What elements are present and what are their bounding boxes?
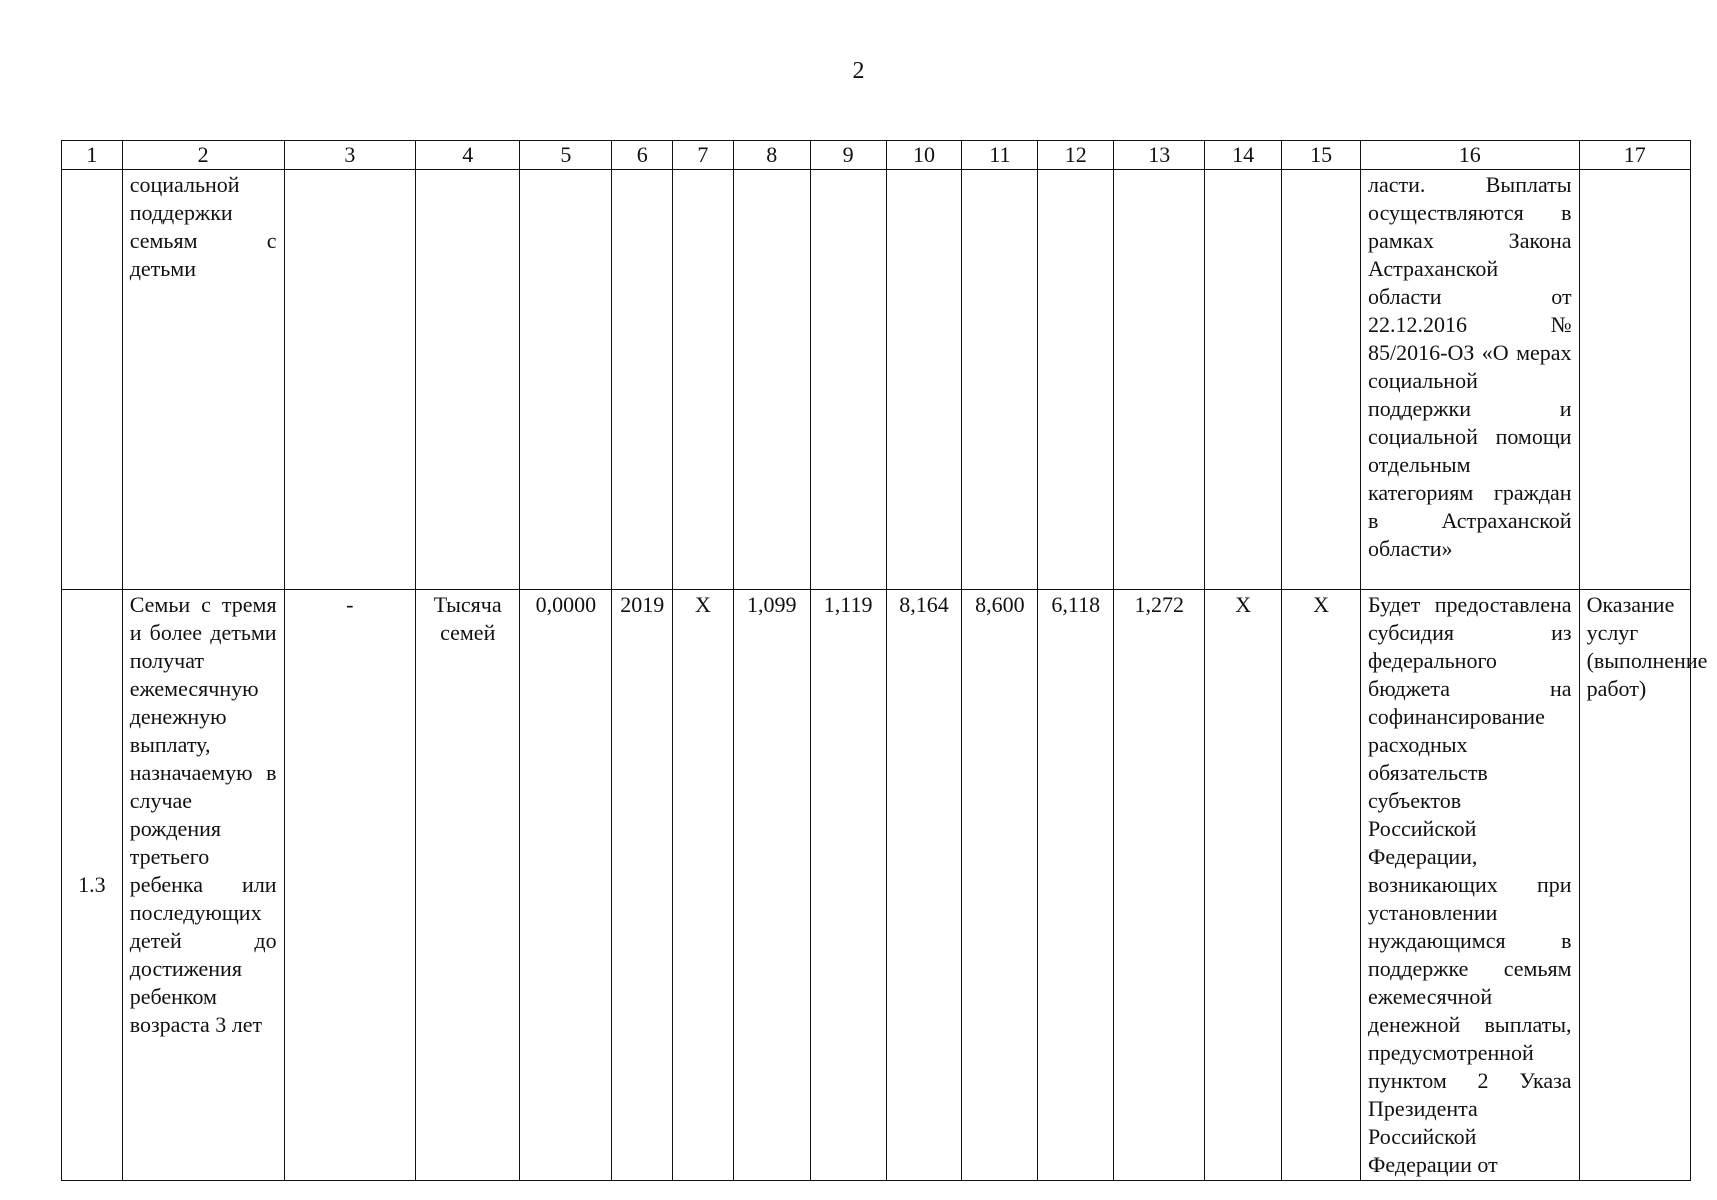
column-header: 15 — [1282, 141, 1361, 170]
value-cell: 1,119 — [810, 590, 886, 1181]
table-cell — [1579, 170, 1690, 590]
column-header: 10 — [886, 141, 962, 170]
column-header: 3 — [284, 141, 416, 170]
column-header: 6 — [612, 141, 673, 170]
column-header: 1 — [62, 141, 123, 170]
value-cell: 8,600 — [962, 590, 1038, 1181]
column-header: 14 — [1205, 141, 1282, 170]
value-cell: 6,118 — [1038, 590, 1114, 1181]
column-header: 5 — [520, 141, 612, 170]
column-header: 12 — [1038, 141, 1114, 170]
table-cell — [1114, 170, 1205, 590]
table-cell — [962, 170, 1038, 590]
value-cell: 8,164 — [886, 590, 962, 1181]
column-header: 4 — [416, 141, 520, 170]
table-row-continuation — [62, 170, 1691, 590]
table-cell: - — [284, 590, 416, 1181]
column-header: 7 — [673, 141, 734, 170]
table-cell — [886, 170, 962, 590]
column-header: 2 — [122, 141, 284, 170]
table-cell: X — [673, 590, 734, 1181]
table-cell — [612, 170, 673, 590]
value-cell: 1,272 — [1114, 590, 1205, 1181]
column-header: 13 — [1114, 141, 1205, 170]
table-cell — [284, 170, 416, 590]
measure-name-cell: Семьи с тремя и более детьми получат ежемесячную денежную выплату, назначаемую в случае рождения третьего ребенка или последующих детей до достижения ребенком возраста 3 лет — [122, 590, 284, 1181]
table-cell — [1038, 170, 1114, 590]
page-number: 2 — [852, 58, 865, 84]
table-cell — [1282, 170, 1361, 590]
column-header: 16 — [1361, 141, 1580, 170]
column-header: 17 — [1579, 141, 1690, 170]
unit-cell: Тысяча семей — [416, 590, 520, 1181]
table-cell — [733, 170, 810, 590]
year-cell: 2019 — [612, 590, 673, 1181]
table-cell — [416, 170, 520, 590]
table-cell — [673, 170, 734, 590]
base-value-cell: 0,0000 — [520, 590, 612, 1181]
comment-cell: ласти. Выплаты осуществляются в рамках Закона Астраханской области от 22.12.2016 № 85/2016-ОЗ «О мерах социальной поддержки и социальной помощи отдельным категориям граждан в Астраханской области» — [1361, 170, 1580, 590]
table-cell: X — [1282, 590, 1361, 1181]
row-number-cell: 1.3 — [62, 590, 123, 1181]
column-header: 9 — [810, 141, 886, 170]
program-table — [61, 140, 1708, 1181]
table-cell — [810, 170, 886, 590]
table-cell — [1205, 170, 1282, 590]
table-cell: X — [1205, 590, 1282, 1181]
column-header: 11 — [962, 141, 1038, 170]
column-header: 8 — [733, 141, 810, 170]
table-cell — [62, 170, 123, 590]
table-row-1-3 — [62, 590, 1691, 1181]
comment-cell: Будет предоставлена субсидия из федерального бюджета на софинансирование расходных обязательств субъектов Российской Федерации, возникающих при установлении нуждающимся в поддержке семьям ежемесячной денежной выплаты, предусмотренной пунктом 2 Указа Президента Российской Федерации от — [1361, 590, 1580, 1181]
column-number-row — [62, 141, 1691, 170]
measure-name-cell: социальной поддержки семьям с детьми — [122, 170, 284, 590]
table-cell — [520, 170, 612, 590]
type-cell: Оказание услуг (выполнение работ) — [1579, 590, 1690, 1181]
value-cell: 1,099 — [733, 590, 810, 1181]
